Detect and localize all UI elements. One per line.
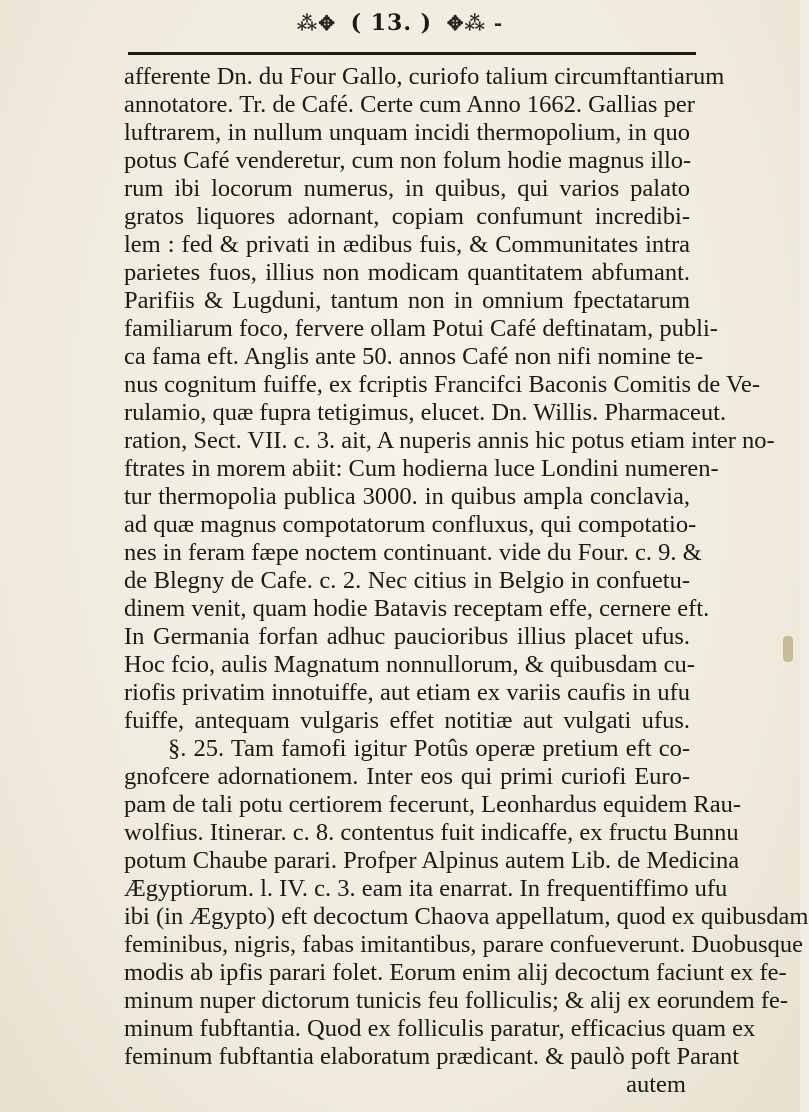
header-rule bbox=[128, 52, 696, 55]
text-line: nes in feram fæpe noctem continuant. vide du Four. c. 9. & bbox=[124, 539, 702, 566]
text-line: dinem venit, quam hodie Batavis receptam effe, cernere eft. bbox=[124, 595, 710, 622]
text-line: parietes fuos, illius non modicam quantitatem abfumant. bbox=[124, 259, 690, 286]
text-line: luftrarem, in nullum unquam incidi thermopolium, in quo bbox=[124, 119, 690, 146]
text-line: rum ibi locorum numerus, in quibus, qui varios palato bbox=[124, 175, 690, 202]
text-line: riofis privatim innotuiffe, aut etiam ex variis caufis in ufu bbox=[124, 679, 690, 706]
text-line: Ægyptiorum. l. IV. c. 3. eam ita enarrat. In frequentiffimo ufu bbox=[124, 875, 728, 902]
text-line: de Blegny de Cafe. c. 2. Nec citius in Belgio in confuetu- bbox=[124, 567, 690, 594]
text-line: rulamio, quæ fupra tetigimus, elucet. Dn. Willis. Pharmaceut. bbox=[124, 399, 727, 426]
text-line: gnofcere adornationem. Inter eos qui primi curiofi Euro- bbox=[124, 763, 690, 790]
ornament-right-icon: ✥⁂ - bbox=[446, 11, 504, 35]
catchword: autem bbox=[626, 1071, 686, 1098]
text-line: fuiffe, antequam vulgaris effet notitiæ aut vulgati ufus. bbox=[124, 707, 690, 734]
text-line: ftrates in morem abiit: Cum hodierna luce Londini numeren- bbox=[124, 455, 719, 482]
text-line: familiarum foco, fervere ollam Potui Café deftinatam, publi- bbox=[124, 315, 718, 342]
page-header bbox=[0, 10, 800, 50]
text-line: potum Chaube parari. Profper Alpinus autem Lib. de Medicina bbox=[124, 847, 740, 874]
text-line: pam de tali potu certiorem fecerunt, Leonhardus equidem Rau- bbox=[124, 791, 742, 818]
text-line: minum fubftantia. Quod ex folliculis paratur, efficacius quam ex bbox=[124, 1015, 756, 1042]
paper-stain bbox=[783, 636, 793, 662]
page-number: ( 13. ) bbox=[350, 10, 433, 36]
text-line: Parifiis & Lugduni, tantum non in omnium fpectatarum bbox=[124, 287, 690, 314]
text-line: lem : fed & privati in ædibus fuis, & Communitates intra bbox=[124, 231, 690, 258]
text-line: potus Café venderetur, cum non folum hodie magnus illo- bbox=[124, 147, 692, 174]
text-line: Hoc fcio, aulis Magnatum nonnullorum, & quibusdam cu- bbox=[124, 651, 695, 678]
text-line: ration, Sect. VII. c. 3. ait, A nuperis annis hic potus etiam inter no- bbox=[124, 427, 775, 454]
text-line: In Germania forfan adhuc paucioribus illius placet ufus. bbox=[124, 623, 690, 650]
text-line: wolfius. Itinerar. c. 8. contentus fuit indicaffe, ex fructu Bunnu bbox=[124, 819, 739, 846]
text-line: minum nuper dictorum tunicis feu folliculis; & alij ex eorundem fe- bbox=[124, 987, 789, 1014]
text-line: tur thermopolia publica 3000. in quibus ampla conclavia, bbox=[124, 483, 690, 510]
text-line: afferente Dn. du Four Gallo, curiofo talium circumftantiarum bbox=[124, 63, 725, 90]
text-line: gratos liquores adornant, copiam confumunt incredibi- bbox=[124, 203, 690, 230]
text-line: annotatore. Tr. de Café. Certe cum Anno 1662. Gallias per bbox=[124, 91, 695, 118]
text-line: nus cognitum fuiffe, ex fcriptis Francifci Baconis Comitis de Ve- bbox=[124, 371, 760, 398]
text-line: modis ab ipfis parari folet. Eorum enim alij decoctum faciunt ex fe- bbox=[124, 959, 787, 986]
text-line: ad quæ magnus compotatorum confluxus, qui compotatio- bbox=[124, 511, 697, 538]
text-line: ca fama eft. Anglis ante 50. annos Café non nifi nomine te- bbox=[124, 343, 703, 370]
text-line: feminibus, nigris, fabas imitantibus, parare confueverunt. Duobusque bbox=[124, 931, 804, 958]
text-line: ibi (in Ægypto) eft decoctum Chaova appellatum, quod ex quibusdam bbox=[124, 903, 809, 930]
ornament-left-icon: ⁂✥ bbox=[296, 11, 336, 35]
section-line: §. 25. Tam famofi igitur Potûs operæ pretium eft co- bbox=[168, 735, 690, 762]
text-line: feminum fubftantia elaboratum prædicant. & paulò poft Parant bbox=[124, 1043, 740, 1070]
